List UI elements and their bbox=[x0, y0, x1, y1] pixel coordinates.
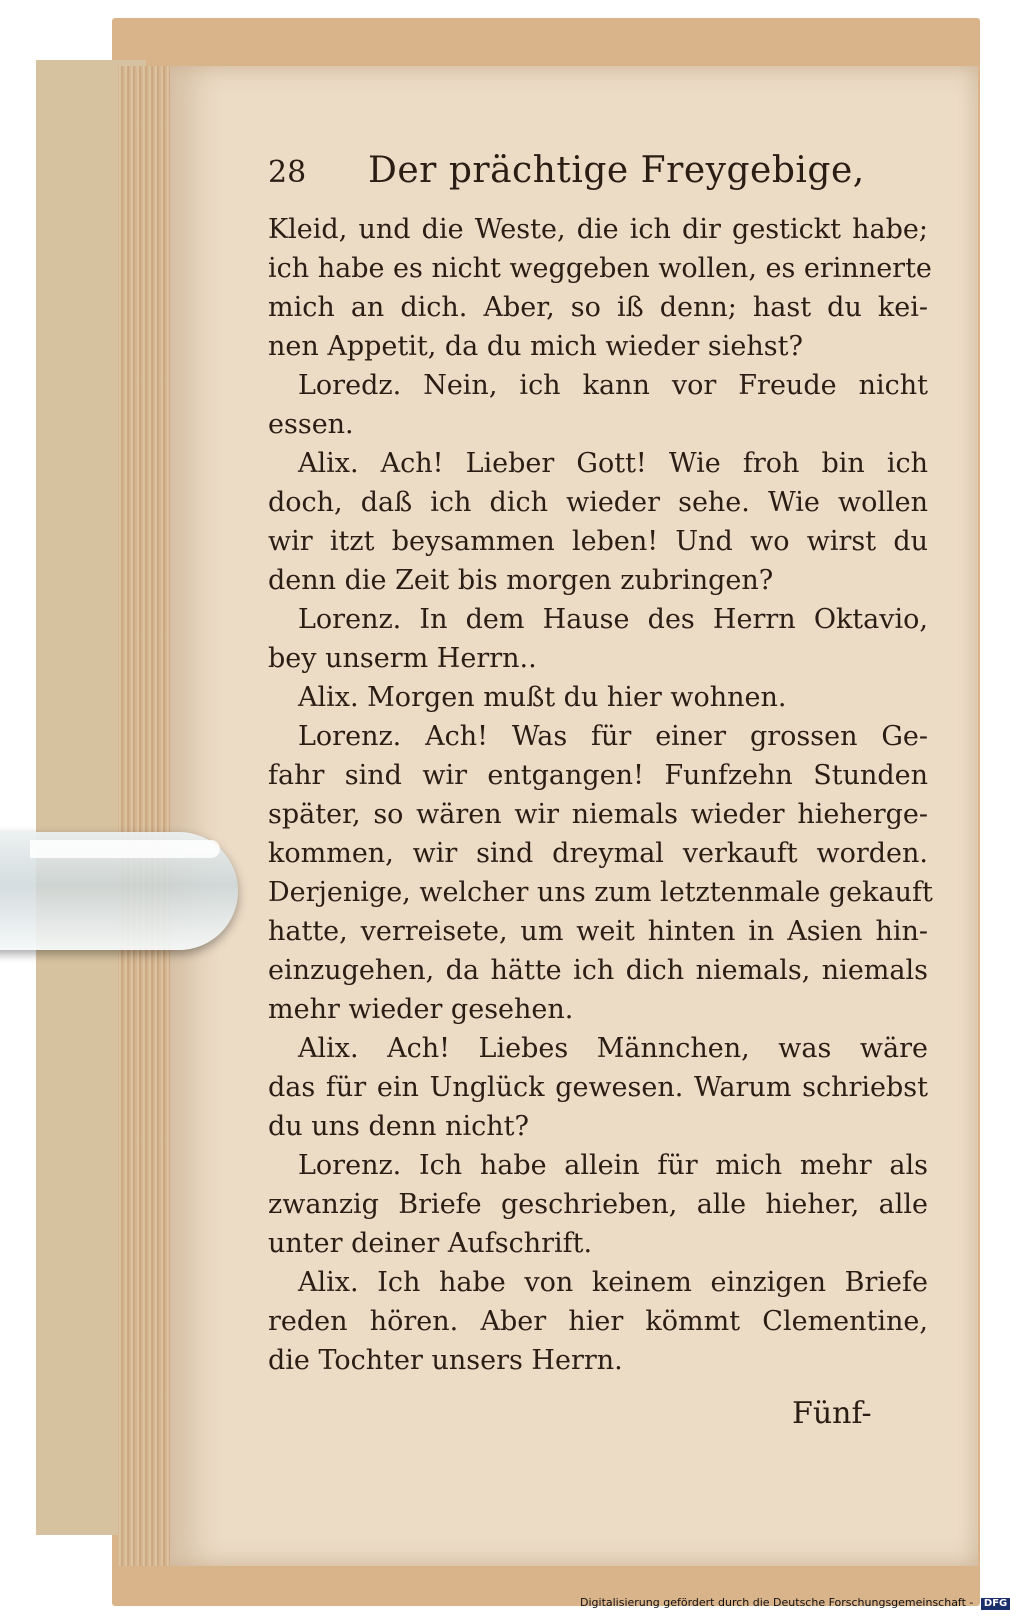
dfg-logo: DFG bbox=[981, 1598, 1010, 1610]
text-line: mich an dich. Aber, so iß denn; hast du kei- bbox=[268, 292, 928, 323]
text-line: die Tochter unsers Herrn. bbox=[268, 1345, 623, 1376]
text-line: reden hören. Aber hier kömmt Clementine, bbox=[268, 1306, 928, 1337]
text-line: essen. bbox=[268, 409, 354, 440]
text-line: wir itzt beysammen leben! Und wo wirst du bbox=[268, 526, 928, 557]
page-header bbox=[268, 150, 928, 210]
text-line: Alix. Ich habe von keinem einzigen Briefe bbox=[298, 1267, 928, 1298]
credit-text: Digitalisierung gefördert durch die Deutsche Forschungsgemeinschaft - bbox=[580, 1596, 974, 1609]
text-line: kommen, wir sind dreymal verkauft worden. bbox=[268, 838, 928, 869]
text-line: hatte, verreisete, um weit hinten in Asien hin- bbox=[268, 916, 928, 947]
text-line: Alix. Morgen mußt du hier wohnen. bbox=[298, 682, 787, 713]
page-number: 28 bbox=[268, 155, 307, 190]
catchword: Fünf- bbox=[792, 1396, 872, 1431]
text-line: Derjenige, welcher uns zum letztenmale gekauft bbox=[268, 877, 933, 908]
text-line: einzugehen, da hätte ich dich niemals, niemals bbox=[268, 955, 928, 986]
text-line: unter deiner Aufschrift. bbox=[268, 1228, 593, 1259]
text-line: Alix. Ach! Liebes Männchen, was wäre bbox=[298, 1033, 928, 1064]
text-line: Alix. Ach! Lieber Gott! Wie froh bin ich bbox=[298, 448, 928, 479]
text-line: das für ein Unglück gewesen. Warum schriebst bbox=[268, 1072, 928, 1103]
text-line: bey unserm Herrn.. bbox=[268, 643, 537, 674]
glass-highlight bbox=[30, 840, 220, 858]
running-title: Der prächtige Freygebige, bbox=[368, 150, 865, 191]
text-line: später, so wären wir niemals wieder hieherge- bbox=[268, 799, 928, 830]
text-line: Loredz. Nein, ich kann vor Freude nicht bbox=[298, 370, 928, 401]
text-line: Kleid, und die Weste, die ich dir gestickt habe; bbox=[268, 214, 928, 245]
text-line: zwanzig Briefe geschrieben, alle hieher, alle bbox=[268, 1189, 928, 1220]
text-line: mehr wieder gesehen. bbox=[268, 994, 574, 1025]
text-line: Lorenz. Ich habe allein für mich mehr als bbox=[298, 1150, 928, 1181]
text-line: ich habe es nicht weggeben wollen, es erinnerte bbox=[268, 253, 932, 284]
text-line: Lorenz. Ach! Was für einer grossen Ge- bbox=[298, 721, 928, 752]
digitization-credit bbox=[580, 1596, 1010, 1610]
text-line: fahr sind wir entgangen! Funfzehn Stunden bbox=[268, 760, 928, 791]
text-line: denn die Zeit bis morgen zubringen? bbox=[268, 565, 774, 596]
text-line: du uns denn nicht? bbox=[268, 1111, 529, 1142]
page-text-block bbox=[268, 150, 933, 1380]
text-line: nen Appetit, da du mich wieder siehst? bbox=[268, 331, 803, 362]
text-line: Lorenz. In dem Hause des Herrn Oktavio, bbox=[298, 604, 928, 635]
text-line: doch, daß ich dich wieder sehe. Wie wollen bbox=[268, 487, 928, 518]
